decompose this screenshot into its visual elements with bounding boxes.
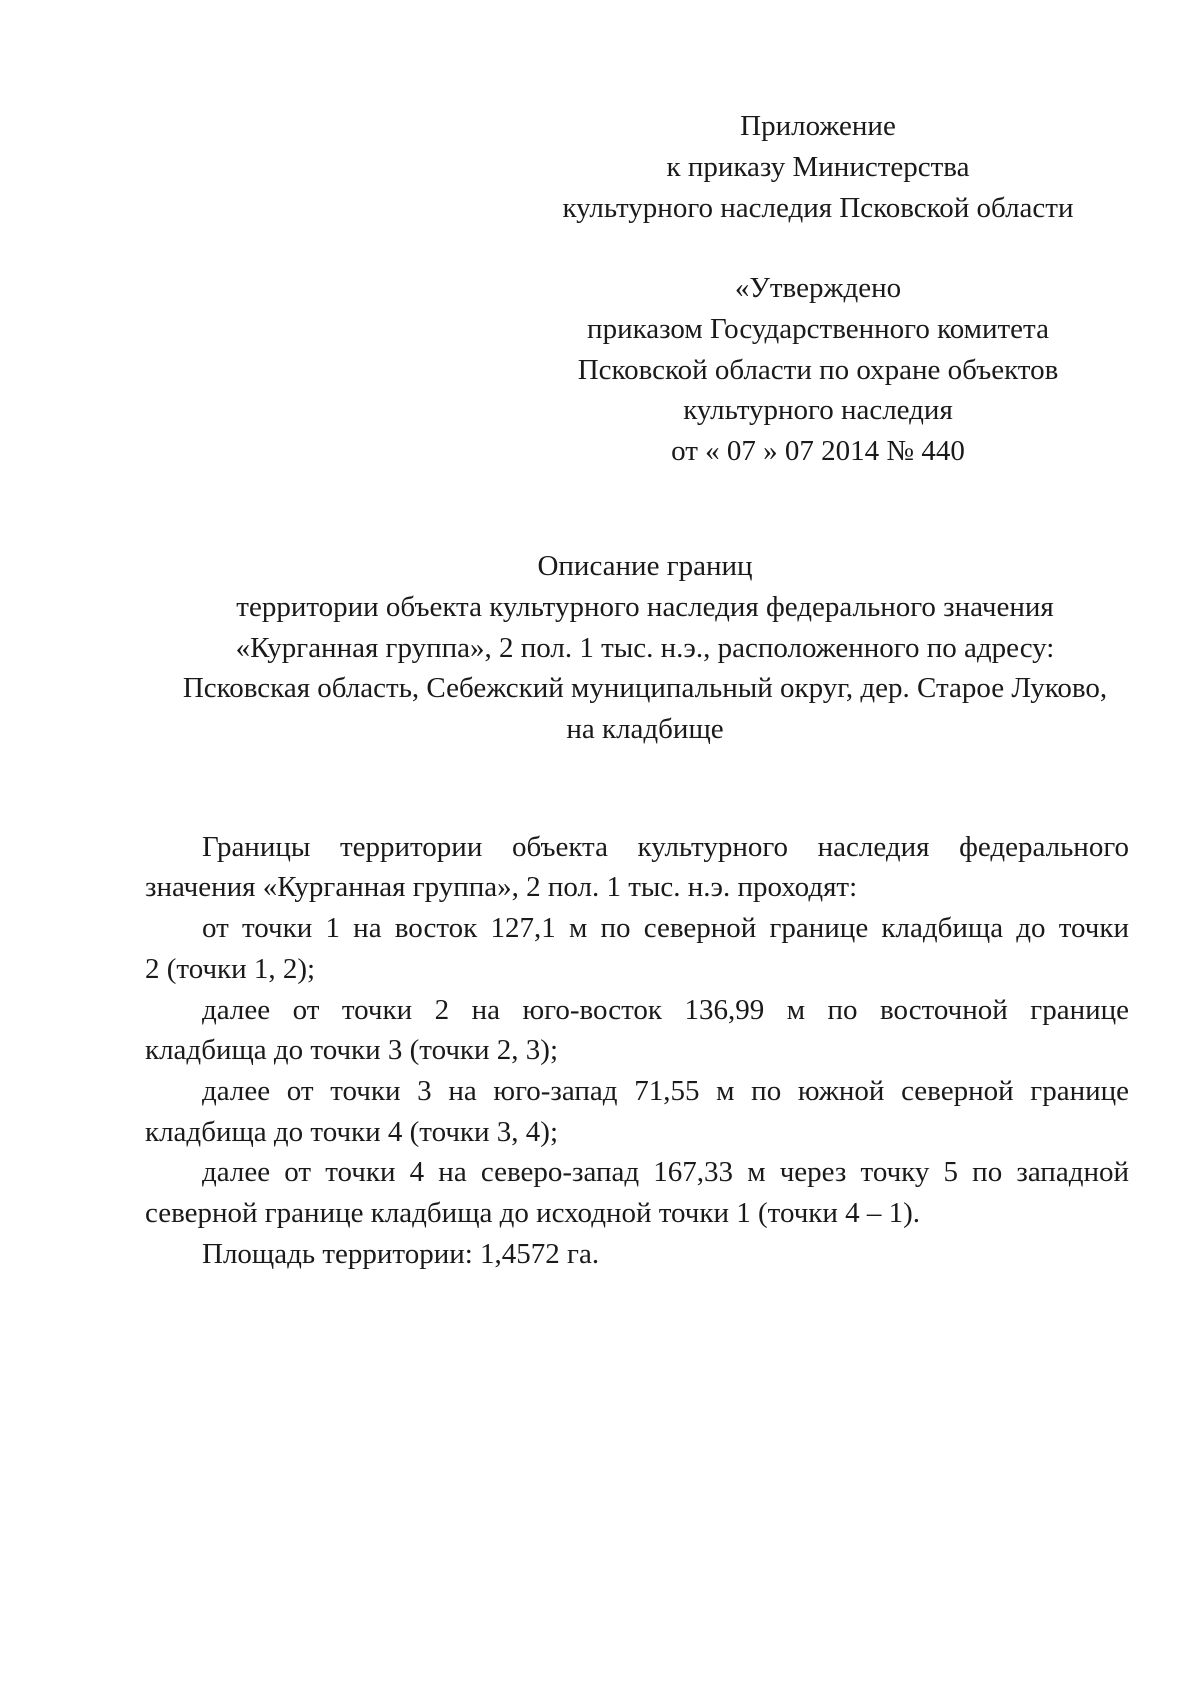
approval-line-4: культурного наследия <box>683 394 953 426</box>
title-line-1: Описание границ <box>537 550 753 582</box>
paragraph-3-line-2: кладбища до точки 3 (точки 2, 3); <box>145 1034 559 1066</box>
approval-line-1: «Утверждено <box>734 272 902 304</box>
paragraph-5-line-1: далее от точки 4 на северо-запад 167,33 м через точку 5 по западной <box>202 1156 1129 1188</box>
paragraph-2-line-1: от точки 1 на восток 127,1 м по северной границе кладбища до точки <box>202 912 1129 944</box>
paragraph-5-line-2: северной границе кладбища до исходной точки 1 (точки 4 – 1). <box>145 1197 921 1229</box>
approval-line-3: Псковской области по охране объектов <box>577 354 1059 386</box>
appendix-header-line-2: к приказу Министерства <box>666 151 970 183</box>
approval-line-2: приказом Государственного комитета <box>587 313 1049 345</box>
paragraph-3-line-1: далее от точки 2 на юго-восток 136,99 м по восточной границе <box>202 994 1129 1026</box>
paragraph-area: Площадь территории: 1,4572 га. <box>202 1238 600 1270</box>
paragraph-2-line-2: 2 (точки 1, 2); <box>145 953 316 985</box>
paragraph-4-line-2: кладбища до точки 4 (точки 3, 4); <box>145 1116 559 1148</box>
paragraph-4-line-1: далее от точки 3 на юго-запад 71,55 м по южной северной границе <box>202 1075 1129 1107</box>
title-line-3: «Курганная группа», 2 пол. 1 тыс. н.э., расположенного по адресу: <box>235 632 1055 664</box>
paragraph-1-line-1: Границы территории объекта культурного наследия федерального <box>202 831 1129 863</box>
title-line-4: Псковская область, Себежский муниципальный округ, дер. Старое Луково, <box>182 672 1108 704</box>
title-line-2: территории объекта культурного наследия федерального значения <box>236 591 1054 623</box>
approval-line-5: от « 07 » 07 2014 № 440 <box>671 435 965 467</box>
title-line-5: на кладбище <box>566 713 724 745</box>
appendix-header-line-3: культурного наследия Псковской области <box>562 192 1074 224</box>
paragraph-1-line-2: значения «Курганная группа», 2 пол. 1 тыс. н.э. проходят: <box>145 871 858 903</box>
appendix-header-line-1: Приложение <box>740 110 896 142</box>
